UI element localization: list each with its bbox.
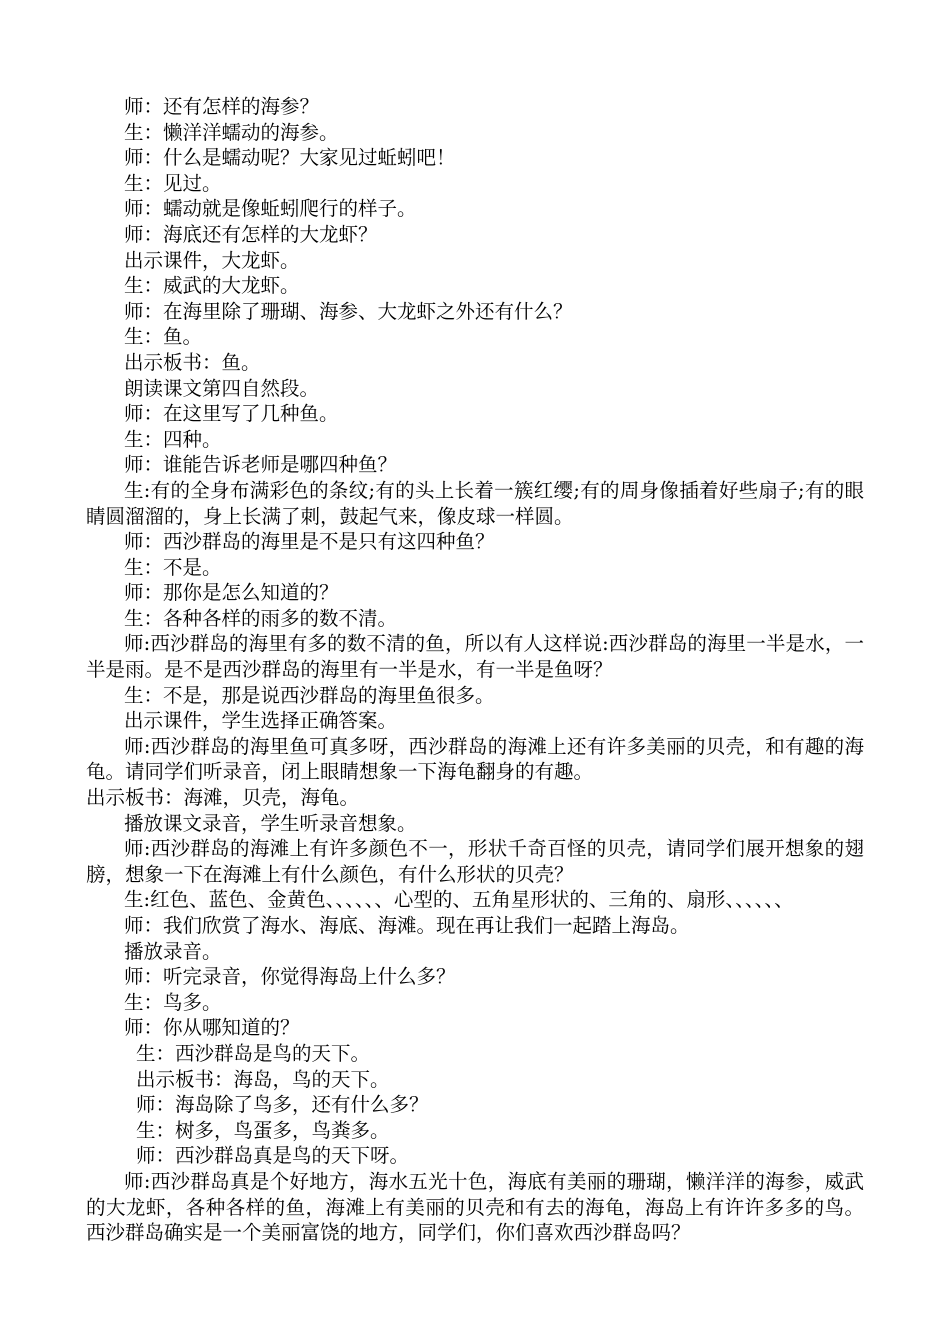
dialogue-line: 师：我们欣赏了海水、海底、海滩。现在再让我们一起踏上海岛。 [124,914,690,937]
dialogue-line: 师：还有怎样的海参？ [124,95,320,118]
dialogue-line: 师：西沙群岛真是鸟的天下呀。 [136,1144,410,1168]
dialogue-paragraph: 师:西沙群岛的海里有多的数不清的鱼，所以有人这样说:西沙群岛的海里一半是水，一半是雨。是不是西沙群岛的海里有一半是水，有一半是鱼呀？ [86,632,864,682]
dialogue-line: 生：鱼。 [124,325,203,349]
dialogue-paragraph: 生:有的全身布满彩色的条纹;有的头上长着一簇红缨;有的周身像插着好些扇子;有的眼睛圆溜溜的，身上长满了刺，鼓起气来，像皮球一样圆。 [86,478,864,528]
document-body [86,94,864,1246]
dialogue-line: 生：见过。 [124,171,222,195]
dialogue-line: 师：西沙群岛的海里是不是只有这四种鱼？ [124,530,495,554]
dialogue-line: 播放录音。 [124,939,222,963]
dialogue-line: 生：不是，那是说西沙群岛的海里鱼很多。 [124,683,495,707]
dialogue-line: 出示课件，学生选择正确答案。 [124,709,398,733]
dialogue-line: 生：威武的大龙虾。 [124,274,300,298]
dialogue-line: 师：海岛除了鸟多，还有什么多？ [136,1093,429,1117]
dialogue-line: 师：你从哪知道的？ [124,1016,300,1040]
dialogue-line: 生：各种各样的雨多的数不清。 [124,606,398,630]
dialogue-line: 出示板书：海滩，贝壳，海龟。 [86,786,360,810]
dialogue-line: 师：在这里写了几种鱼。 [124,402,339,426]
dialogue-line: 师：海底还有怎样的大龙虾？ [124,222,378,246]
dialogue-line: 师：谁能告诉老师是哪四种鱼？ [124,453,398,477]
dialogue-line: 生：树多，鸟蛋多，鸟粪多。 [136,1118,390,1142]
dialogue-line: 生：西沙群岛是鸟的天下。 [136,1041,371,1065]
dialogue-line: 生：不是。 [124,555,222,579]
dialogue-line: 出示板书：海岛，鸟的天下。 [136,1067,390,1091]
dialogue-paragraph: 师:西沙群岛的海滩上有许多颜色不一，形状千奇百怪的贝壳，请同学们展开想象的翅膀，想象一下在海滩上有什么颜色，有什么形状的贝壳？ [86,837,864,886]
dialogue-line: 出示板书：鱼。 [124,350,261,374]
dialogue-line: 播放课文录音，学生听录音想象。 [124,811,417,835]
dialogue-line: 生：鸟多。 [124,990,222,1014]
dialogue-paragraph: 师:西沙群岛的海里鱼可真多呀，西沙群岛的海滩上还有许多美丽的贝壳，和有趣的海龟。请同学们听录音，闭上眼睛想象一下海龟翻身的有趣。 [86,734,864,784]
dialogue-line: 师：听完录音，你觉得海岛上什么多？ [124,965,456,989]
dialogue-paragraph: 师:西沙群岛真是个好地方，海水五光十色，海底有美丽的珊瑚，懒洋洋的海参，威武的大龙虾，各种各样的鱼，海滩上有美丽的贝壳和有去的海龟，海岛上有许许多多的鸟。西沙群岛确实是一个美丽富饶的地方，同学们，你们喜欢西沙群岛吗？ [86,1169,864,1245]
dialogue-line: 生:红色、蓝色、金黄色、、、、、、心型的、五角星形状的、三角的、扇形、、、、、、 [124,888,794,912]
dialogue-line: 出示课件，大龙虾。 [124,248,300,272]
dialogue-line: 生：懒洋洋蠕动的海参。 [124,120,339,144]
dialogue-line: 生：四种。 [124,427,222,451]
dialogue-line: 师：蠕动就是像蚯蚓爬行的样子。 [124,197,417,221]
dialogue-line: 师：什么是蠕动呢？大家见过蚯蚓吧！ [124,146,456,170]
dialogue-line: 师：那你是怎么知道的？ [124,581,339,605]
dialogue-line: 师：在海里除了珊瑚、海参、大龙虾之外还有什么？ [124,299,573,323]
dialogue-line: 朗读课文第四自然段。 [124,376,320,400]
